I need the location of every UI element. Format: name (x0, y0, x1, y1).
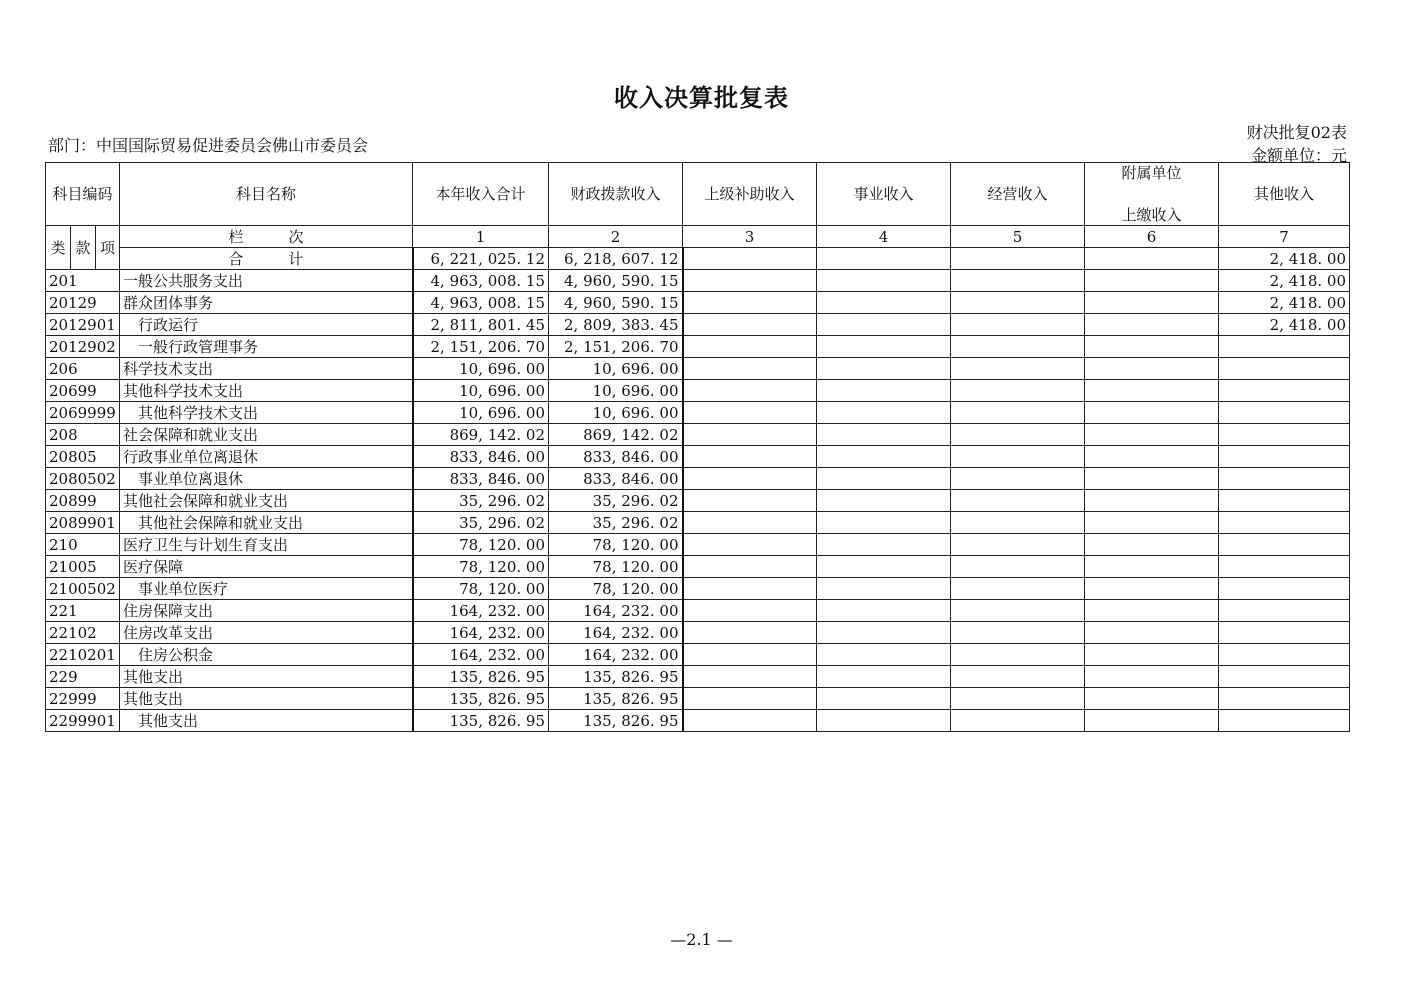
row-col-4 (817, 490, 951, 512)
row-code: 2069999 (46, 402, 120, 424)
total-col-7: 2, 418. 00 (1219, 248, 1350, 270)
table-row (46, 644, 1350, 666)
row-col-1: 10, 696. 00 (413, 402, 549, 424)
table-row (46, 446, 1350, 468)
row-col-7 (1219, 490, 1350, 512)
row-col-1: 2, 811, 801. 45 (413, 314, 549, 336)
row-name: 其他支出 (120, 710, 413, 732)
row-col-4 (817, 402, 951, 424)
row-col-1: 35, 296. 02 (413, 512, 549, 534)
table-row (46, 490, 1350, 512)
row-col-2: 10, 696. 00 (549, 358, 683, 380)
row-col-7 (1219, 688, 1350, 710)
row-code: 2100502 (46, 578, 120, 600)
row-col-7 (1219, 644, 1350, 666)
row-col-5 (951, 600, 1085, 622)
table-row (46, 666, 1350, 688)
table-row (46, 622, 1350, 644)
row-col-4 (817, 468, 951, 490)
row-col-6 (1085, 534, 1219, 556)
row-code: 208 (46, 424, 120, 446)
row-col-7 (1219, 622, 1350, 644)
col-index-2: 2 (549, 226, 683, 248)
table-row (46, 688, 1350, 710)
row-code: 2012902 (46, 336, 120, 358)
row-col-3 (683, 490, 817, 512)
row-code: 229 (46, 666, 120, 688)
row-col-6 (1085, 512, 1219, 534)
row-col-1: 164, 232. 00 (413, 622, 549, 644)
table-row (46, 336, 1350, 358)
row-col-3 (683, 556, 817, 578)
row-col-3 (683, 468, 817, 490)
row-col-6 (1085, 402, 1219, 424)
row-col-3 (683, 270, 817, 292)
row-col-4 (817, 666, 951, 688)
row-col-5 (951, 292, 1085, 314)
row-col-5 (951, 556, 1085, 578)
row-col-3 (683, 666, 817, 688)
row-col-2: 869, 142. 02 (549, 424, 683, 446)
row-col-5 (951, 468, 1085, 490)
row-col-5 (951, 534, 1085, 556)
page-number: —2.1 — (670, 930, 733, 949)
row-col-7 (1219, 556, 1350, 578)
row-col-1: 4, 963, 008. 15 (413, 270, 549, 292)
col-index-5: 5 (951, 226, 1085, 248)
row-code: 20699 (46, 380, 120, 402)
header-class: 类 (46, 226, 71, 270)
table-row (46, 468, 1350, 490)
row-col-3 (683, 336, 817, 358)
table-row (46, 292, 1350, 314)
total-label: 合 计 (120, 248, 413, 270)
row-col-4 (817, 270, 951, 292)
header-col-4: 事业收入 (817, 163, 951, 226)
row-col-4 (817, 688, 951, 710)
row-name: 事业单位离退休 (120, 468, 413, 490)
row-col-7 (1219, 534, 1350, 556)
table-row (46, 358, 1350, 380)
row-col-7 (1219, 446, 1350, 468)
row-col-3 (683, 688, 817, 710)
total-col-5 (951, 248, 1085, 270)
row-col-1: 869, 142. 02 (413, 424, 549, 446)
row-col-6 (1085, 446, 1219, 468)
row-col-1: 135, 826. 95 (413, 688, 549, 710)
row-name: 其他社会保障和就业支出 (120, 512, 413, 534)
row-col-6 (1085, 336, 1219, 358)
row-col-1: 833, 846. 00 (413, 468, 549, 490)
header-col-3: 上级补助收入 (683, 163, 817, 226)
row-col-2: 135, 826. 95 (549, 688, 683, 710)
header-subject-name: 科目名称 (120, 163, 413, 226)
row-col-4 (817, 644, 951, 666)
total-col-2: 6, 218, 607. 12 (549, 248, 683, 270)
table-row (46, 710, 1350, 732)
row-col-2: 10, 696. 00 (549, 402, 683, 424)
row-col-2: 135, 826. 95 (549, 710, 683, 732)
header-section: 款 (71, 226, 96, 270)
row-name: 群众团体事务 (120, 292, 413, 314)
table-row (46, 600, 1350, 622)
row-name: 住房保障支出 (120, 600, 413, 622)
row-code: 2089901 (46, 512, 120, 534)
income-table (45, 162, 1350, 732)
row-col-3 (683, 424, 817, 446)
row-col-5 (951, 336, 1085, 358)
total-col-1: 6, 221, 025. 12 (413, 248, 549, 270)
row-col-3 (683, 578, 817, 600)
row-col-1: 135, 826. 95 (413, 710, 549, 732)
table-row (46, 270, 1350, 292)
table-row (46, 534, 1350, 556)
header-col-5: 经营收入 (951, 163, 1085, 226)
row-col-4 (817, 710, 951, 732)
row-col-1: 833, 846. 00 (413, 446, 549, 468)
row-col-2: 135, 826. 95 (549, 666, 683, 688)
row-col-1: 135, 826. 95 (413, 666, 549, 688)
row-col-2: 164, 232. 00 (549, 600, 683, 622)
row-name: 行政事业单位离退休 (120, 446, 413, 468)
row-col-4 (817, 358, 951, 380)
row-name: 住房改革支出 (120, 622, 413, 644)
row-col-3 (683, 402, 817, 424)
row-name: 一般公共服务支出 (120, 270, 413, 292)
row-col-3 (683, 380, 817, 402)
row-col-2: 35, 296. 02 (549, 490, 683, 512)
row-code: 221 (46, 600, 120, 622)
row-col-5 (951, 622, 1085, 644)
row-col-2: 833, 846. 00 (549, 446, 683, 468)
row-col-4 (817, 380, 951, 402)
row-col-6 (1085, 292, 1219, 314)
row-code: 201 (46, 270, 120, 292)
row-col-5 (951, 358, 1085, 380)
row-code: 2299901 (46, 710, 120, 732)
row-code: 20899 (46, 490, 120, 512)
row-col-4 (817, 336, 951, 358)
row-col-7: 2, 418. 00 (1219, 314, 1350, 336)
row-col-5 (951, 446, 1085, 468)
row-code: 2210201 (46, 644, 120, 666)
row-col-3 (683, 644, 817, 666)
col-index-3: 3 (683, 226, 817, 248)
header-col-2: 财政拨款收入 (549, 163, 683, 226)
row-col-3 (683, 358, 817, 380)
row-col-1: 78, 120. 00 (413, 578, 549, 600)
row-col-5 (951, 512, 1085, 534)
row-col-4 (817, 292, 951, 314)
row-name: 医疗卫生与计划生育支出 (120, 534, 413, 556)
row-code: 20805 (46, 446, 120, 468)
header-col-6-line2: 上缴收入 (1121, 206, 1182, 224)
row-name: 其他支出 (120, 666, 413, 688)
row-name: 其他社会保障和就业支出 (120, 490, 413, 512)
row-col-7 (1219, 600, 1350, 622)
row-code: 20129 (46, 292, 120, 314)
row-col-4 (817, 512, 951, 534)
row-col-1: 78, 120. 00 (413, 556, 549, 578)
row-col-5 (951, 710, 1085, 732)
row-name: 医疗保障 (120, 556, 413, 578)
table-row (46, 380, 1350, 402)
amount-unit: 金额单位：元 (1250, 146, 1347, 165)
table-row (46, 578, 1350, 600)
header-col-7: 其他收入 (1219, 163, 1350, 226)
row-col-1: 10, 696. 00 (413, 380, 549, 402)
row-name: 社会保障和就业支出 (120, 424, 413, 446)
form-code: 财决批复02表 (1246, 123, 1347, 142)
row-col-2: 2, 151, 206. 70 (549, 336, 683, 358)
row-name: 行政运行 (120, 314, 413, 336)
header-subject-code: 科目编码 (46, 163, 120, 226)
row-col-2: 164, 232. 00 (549, 622, 683, 644)
row-code: 22102 (46, 622, 120, 644)
row-col-4 (817, 578, 951, 600)
row-name: 一般行政管理事务 (120, 336, 413, 358)
row-col-6 (1085, 710, 1219, 732)
row-col-7 (1219, 578, 1350, 600)
row-col-5 (951, 666, 1085, 688)
col-index-7: 7 (1219, 226, 1350, 248)
header-col-6-line1: 附属单位 (1121, 164, 1182, 182)
row-code: 2012901 (46, 314, 120, 336)
row-col-1: 164, 232. 00 (413, 600, 549, 622)
row-name: 事业单位医疗 (120, 578, 413, 600)
row-col-7 (1219, 666, 1350, 688)
row-col-4 (817, 600, 951, 622)
table-row (46, 402, 1350, 424)
header-col-6 (1085, 163, 1219, 226)
row-col-1: 4, 963, 008. 15 (413, 292, 549, 314)
row-name: 其他科学技术支出 (120, 402, 413, 424)
row-name: 住房公积金 (120, 644, 413, 666)
row-col-6 (1085, 666, 1219, 688)
row-col-5 (951, 424, 1085, 446)
row-col-7 (1219, 468, 1350, 490)
row-col-6 (1085, 468, 1219, 490)
row-col-4 (817, 314, 951, 336)
row-col-5 (951, 402, 1085, 424)
row-col-2: 833, 846. 00 (549, 468, 683, 490)
row-col-4 (817, 446, 951, 468)
row-col-2: 164, 232. 00 (549, 644, 683, 666)
department-label: 部门：中国国际贸易促进委员会佛山市委员会 (48, 136, 369, 155)
header-col-1: 本年收入合计 (413, 163, 549, 226)
col-index-6: 6 (1085, 226, 1219, 248)
row-col-1: 164, 232. 00 (413, 644, 549, 666)
row-col-6 (1085, 622, 1219, 644)
header-col-label: 栏 次 (120, 226, 413, 248)
row-col-4 (817, 556, 951, 578)
row-col-5 (951, 270, 1085, 292)
row-col-5 (951, 314, 1085, 336)
row-code: 22999 (46, 688, 120, 710)
row-col-1: 78, 120. 00 (413, 534, 549, 556)
row-col-7 (1219, 380, 1350, 402)
row-col-3 (683, 292, 817, 314)
row-col-7 (1219, 336, 1350, 358)
header-item: 项 (96, 226, 120, 270)
total-col-4 (817, 248, 951, 270)
table-row (46, 424, 1350, 446)
row-code: 210 (46, 534, 120, 556)
row-col-6 (1085, 270, 1219, 292)
row-col-2: 35, 296. 02 (549, 512, 683, 534)
row-col-7 (1219, 402, 1350, 424)
row-col-2: 78, 120. 00 (549, 556, 683, 578)
row-col-2: 2, 809, 383. 45 (549, 314, 683, 336)
row-col-3 (683, 314, 817, 336)
row-col-2: 10, 696. 00 (549, 380, 683, 402)
total-col-6 (1085, 248, 1219, 270)
row-col-7 (1219, 710, 1350, 732)
row-col-5 (951, 490, 1085, 512)
row-col-7 (1219, 512, 1350, 534)
row-col-3 (683, 710, 817, 732)
row-col-1: 35, 296. 02 (413, 490, 549, 512)
row-col-4 (817, 424, 951, 446)
page-title: 收入决算批复表 (614, 84, 789, 112)
row-name: 科学技术支出 (120, 358, 413, 380)
row-col-2: 78, 120. 00 (549, 534, 683, 556)
row-col-5 (951, 644, 1085, 666)
row-code: 206 (46, 358, 120, 380)
row-col-5 (951, 380, 1085, 402)
row-col-6 (1085, 424, 1219, 446)
row-name: 其他科学技术支出 (120, 380, 413, 402)
row-col-4 (817, 534, 951, 556)
row-col-7 (1219, 424, 1350, 446)
row-col-1: 10, 696. 00 (413, 358, 549, 380)
row-col-5 (951, 578, 1085, 600)
row-col-6 (1085, 600, 1219, 622)
row-col-6 (1085, 578, 1219, 600)
row-col-6 (1085, 490, 1219, 512)
row-col-6 (1085, 556, 1219, 578)
row-code: 2080502 (46, 468, 120, 490)
row-col-1: 2, 151, 206. 70 (413, 336, 549, 358)
table-row (46, 556, 1350, 578)
row-col-2: 4, 960, 590. 15 (549, 292, 683, 314)
row-col-2: 4, 960, 590. 15 (549, 270, 683, 292)
col-index-4: 4 (817, 226, 951, 248)
row-col-6 (1085, 358, 1219, 380)
row-col-4 (817, 622, 951, 644)
row-col-7 (1219, 358, 1350, 380)
row-col-7: 2, 418. 00 (1219, 270, 1350, 292)
row-col-3 (683, 534, 817, 556)
row-col-6 (1085, 314, 1219, 336)
row-col-6 (1085, 644, 1219, 666)
row-col-3 (683, 446, 817, 468)
row-col-7: 2, 418. 00 (1219, 292, 1350, 314)
row-code: 21005 (46, 556, 120, 578)
col-index-1: 1 (413, 226, 549, 248)
row-col-3 (683, 600, 817, 622)
total-col-3 (683, 248, 817, 270)
row-col-3 (683, 622, 817, 644)
row-col-6 (1085, 380, 1219, 402)
row-name: 其他支出 (120, 688, 413, 710)
table-row (46, 314, 1350, 336)
row-col-2: 78, 120. 00 (549, 578, 683, 600)
table-row (46, 512, 1350, 534)
row-col-6 (1085, 688, 1219, 710)
row-col-3 (683, 512, 817, 534)
row-col-5 (951, 688, 1085, 710)
